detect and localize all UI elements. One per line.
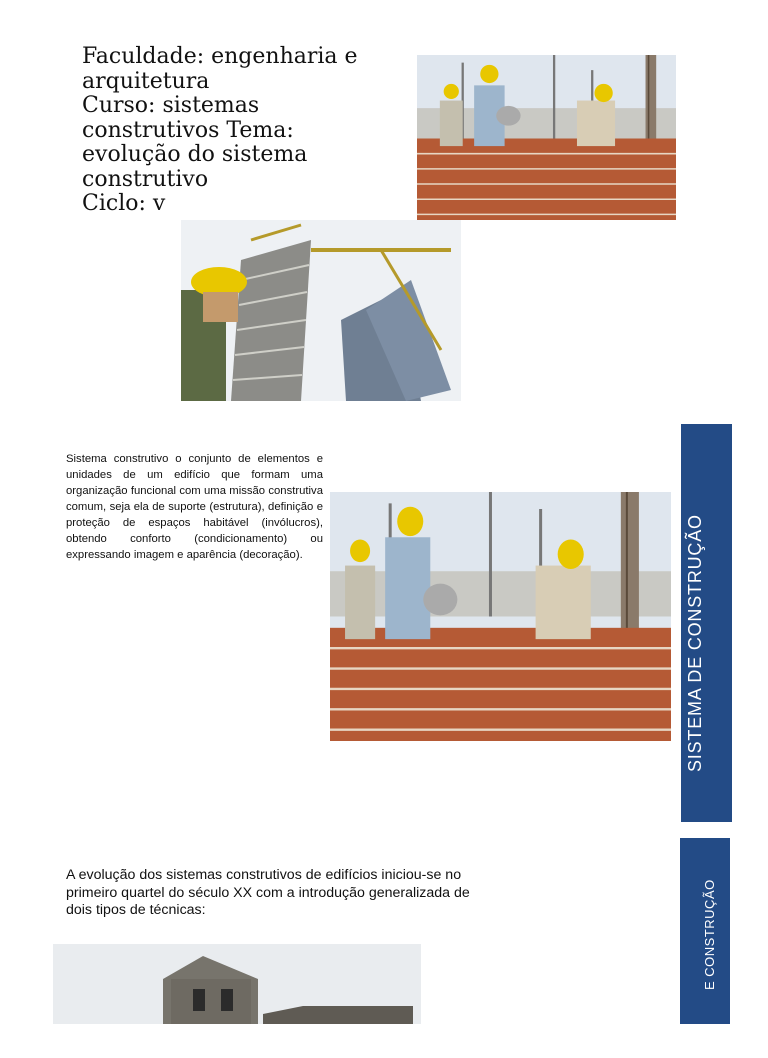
title-line-course: Curso: sistemas [82, 93, 260, 118]
title-line-cycle: Ciclo: v [82, 191, 166, 216]
evolution-paragraph: A evolução dos sistemas construtivos de edifícios iniciou-se no primeiro quartel do século XX com a introdução generalizada de dois tipos de técnicas: [66, 867, 470, 918]
side-banner-primary [681, 424, 732, 822]
skyscraper-construction-photo [181, 220, 677, 401]
side-banner-secondary-line1: ÇÃO [684, 1028, 699, 1058]
side-banner-secondary-line2: E CONSTRUÇÃO [702, 879, 717, 990]
side-banner-primary-text: SISTEMA DE CONSTRUÇÃO [685, 514, 705, 772]
bricklayers-photo-top [417, 55, 676, 222]
title-line-theme-cont: construtivo [82, 166, 209, 192]
title-block [82, 45, 402, 217]
title-line-theme: evolução do sistema [82, 142, 308, 167]
title-line-faculty-cont: arquitetura [82, 68, 210, 94]
title-line-course-cont: construtivos Tema: [82, 117, 294, 143]
side-banner-secondary [680, 838, 730, 1058]
title-line-faculty: Faculdade: engenharia e [82, 44, 358, 69]
intro-paragraph: Sistema construtivo o conjunto de elementos e unidades de um edifício que formam uma organização funcional com uma missão construtiva comum, seja ela de suporte (estrutura), definição e proteção de espaços habitável (invólucros), obtendo conforto (condicionamento) ou expressando imagem e aparência (decoração). [66, 453, 323, 561]
stone-church-photo [53, 944, 421, 1024]
bricklayers-photo-middle [330, 492, 671, 741]
